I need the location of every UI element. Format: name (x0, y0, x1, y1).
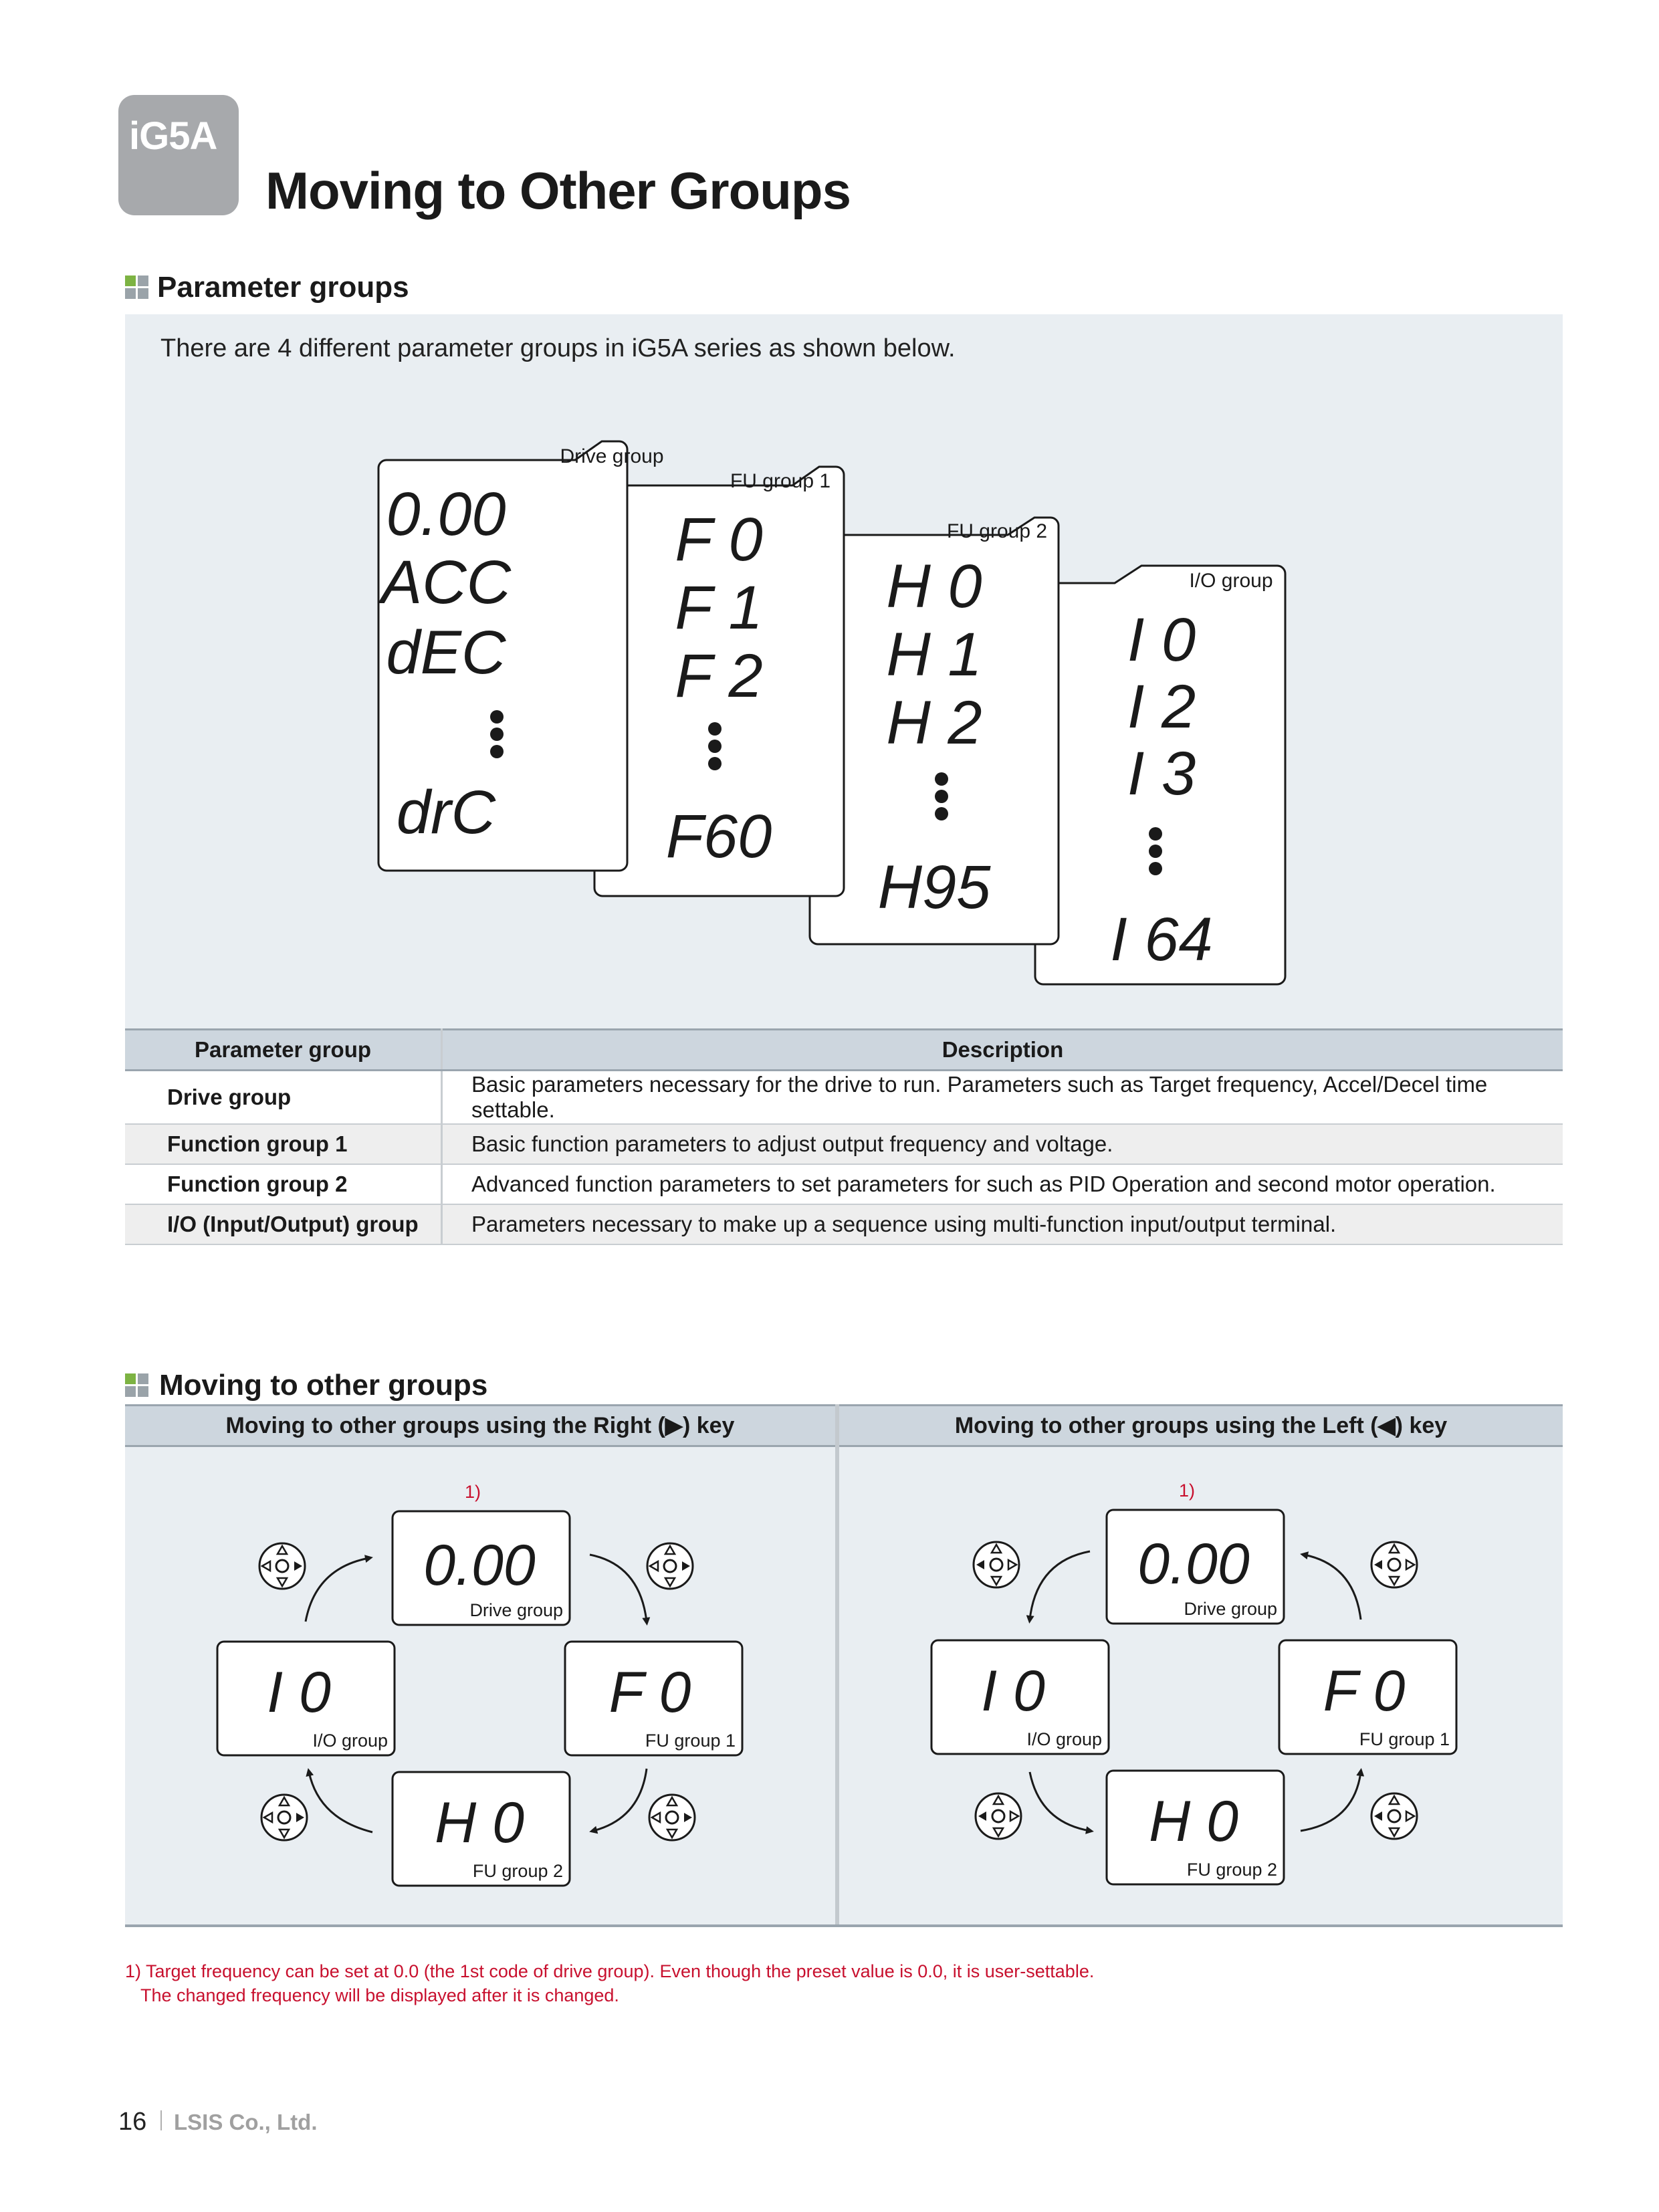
arrow-io-to-drive (306, 1558, 369, 1622)
right-key-diagram (125, 1444, 835, 1926)
arrow-fu1-to-fu2 (593, 1769, 647, 1831)
right-key-header: Moving to other groups using the Right (▶) key (125, 1404, 835, 1447)
footnote-ref: 1) (464, 1482, 481, 1502)
drive-label: Drive group (469, 1600, 563, 1620)
table-cell-group: I/O (Input/Output) group (125, 1204, 442, 1244)
fu1-code: F 0 (1323, 1659, 1406, 1723)
footnote-line-1: 1) Target frequency can be set at 0.0 (the 1st code of drive group). Even though the preset value is 0.0, it is user-settable. (125, 1961, 1095, 1981)
fu1-code: F 0 (609, 1660, 691, 1725)
fu1-group-label: FU group 1 (730, 470, 831, 492)
drive-code-2: ACC (380, 548, 512, 617)
footnote (125, 1959, 1094, 2007)
fu1-code-3: F 2 (675, 642, 763, 710)
parameter-group-table (125, 1028, 1563, 1245)
keypad-icon-left (1371, 1793, 1417, 1839)
fu2-code-1: H 0 (886, 552, 982, 621)
table-row (125, 1124, 1563, 1164)
table-row (125, 1071, 1563, 1125)
footnote-line-2: The changed frequency will be displayed after it is changed. (140, 1985, 619, 2005)
io-label: I/O group (312, 1731, 388, 1751)
table-cell-description: Parameters necessary to make up a sequence using multi-function input/output terminal. (442, 1204, 1563, 1244)
table-cell-group: Drive group (125, 1071, 442, 1125)
fu2-label: FU group 2 (1186, 1860, 1277, 1880)
section-bullet-icon (125, 275, 149, 300)
table-cell-description: Basic function parameters to adjust output frequency and voltage. (442, 1124, 1563, 1164)
io-code: I 0 (981, 1659, 1045, 1723)
fu2-code: H 0 (435, 1791, 524, 1855)
keypad-icon-left (1371, 1542, 1417, 1587)
page-number: 16 (118, 2108, 147, 2136)
table-header-group: Parameter group (125, 1030, 442, 1071)
io-code-1: I 0 (1127, 606, 1196, 674)
keypad-icon-right (647, 1543, 693, 1589)
fu2-label: FU group 2 (472, 1861, 563, 1881)
io-code: I 0 (267, 1660, 331, 1725)
fu2-code-4: H95 (877, 853, 991, 921)
fu2-code-2: H 1 (886, 621, 982, 689)
table-header-description: Description (442, 1030, 1563, 1071)
table-cell-description: Advanced function parameters to set parameters for such as PID Operation and second motor operation. (442, 1164, 1563, 1204)
arrow-io-to-fu2 (1030, 1772, 1090, 1831)
arrow-fu2-to-io (309, 1772, 372, 1832)
table-row (125, 1204, 1563, 1244)
table-cell-description: Basic parameters necessary for the drive to run. Parameters such as Target frequency, Accel/Decel time settable. (442, 1071, 1563, 1125)
fu1-code-4: F60 (665, 802, 772, 871)
footnote-ref: 1) (1178, 1480, 1196, 1501)
io-label: I/O group (1026, 1729, 1102, 1749)
fu2-group-label: FU group 2 (946, 520, 1048, 542)
io-code-4: I 64 (1110, 905, 1213, 974)
fu1-code-1: F 0 (675, 506, 763, 574)
drive-group-label: Drive group (560, 445, 664, 467)
drive-code: 0.00 (423, 1533, 536, 1597)
group-display-stack (125, 314, 1563, 1030)
io-code-3: I 3 (1127, 740, 1196, 808)
drive-code-4: drC (396, 778, 496, 847)
arrow-fu1-to-drive (1304, 1555, 1361, 1620)
drive-code-3: dEC (386, 619, 506, 687)
fu2-code-3: H 2 (886, 689, 982, 757)
footer-divider (160, 2110, 162, 2130)
left-key-diagram (839, 1444, 1563, 1926)
section-title-moving: Moving to other groups (159, 1369, 488, 1402)
keypad-icon-left (976, 1793, 1021, 1839)
page-title: Moving to Other Groups (265, 161, 851, 220)
fu1-label: FU group 1 (1359, 1729, 1450, 1749)
fu1-code-2: F 1 (675, 574, 763, 642)
section-bullet-icon (125, 1373, 149, 1398)
fu2-code: H 0 (1149, 1789, 1238, 1854)
table-row (125, 1164, 1563, 1204)
arrow-drive-to-io (1030, 1551, 1090, 1620)
drive-code: 0.00 (1137, 1532, 1250, 1596)
fu1-label: FU group 1 (645, 1731, 736, 1751)
keypad-icon-left (974, 1542, 1019, 1587)
keypad-icon-right (261, 1795, 307, 1840)
arrow-drive-to-fu1 (590, 1555, 647, 1622)
company-name: LSIS Co., Ltd. (174, 2110, 318, 2134)
io-group-label: I/O group (1189, 570, 1273, 592)
keypad-icon-right (649, 1795, 695, 1840)
keypad-icon-right (259, 1543, 305, 1589)
arrow-fu2-to-fu1 (1301, 1772, 1361, 1831)
brand-label: iG5A (129, 114, 217, 158)
intro-text: There are 4 different parameter groups in iG5A series as shown below. (160, 334, 956, 362)
drive-label: Drive group (1184, 1599, 1277, 1619)
io-code-2: I 2 (1127, 673, 1196, 741)
table-cell-group: Function group 1 (125, 1124, 442, 1164)
table-cell-group: Function group 2 (125, 1164, 442, 1204)
section-title-parameter-groups: Parameter groups (157, 271, 409, 304)
drive-code-1: 0.00 (386, 480, 506, 548)
table-header-row (125, 1030, 1563, 1071)
left-key-header: Moving to other groups using the Left (◀) key (839, 1404, 1563, 1447)
